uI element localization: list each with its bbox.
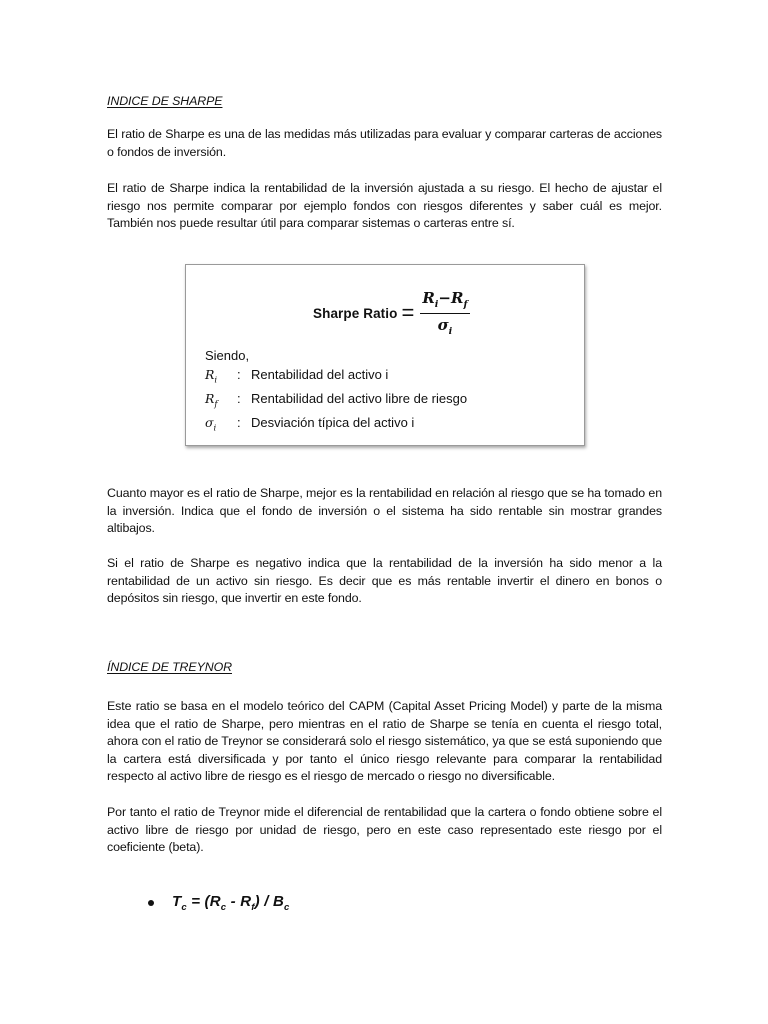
formula-minus: - <box>226 893 241 910</box>
fraction-numerator <box>420 289 469 313</box>
formula-b-sub: c <box>284 902 290 913</box>
definition-row <box>205 390 467 414</box>
definition-colon: : <box>237 390 241 406</box>
definition-text: Desviación típica del activo i <box>251 414 415 430</box>
symbol-letter: σ <box>205 414 214 430</box>
symbol-sub: i <box>213 423 217 433</box>
definition-symbol <box>205 414 237 438</box>
numerator-sub-f: f <box>463 298 468 310</box>
formula-rf: R <box>240 893 252 910</box>
sharpe-fraction <box>420 289 469 338</box>
definition-row <box>205 414 467 438</box>
formula-t: T <box>172 893 182 910</box>
denominator-sub-i: i <box>448 326 453 338</box>
sharpe-paragraph-4: Si el ratio de Sharpe es negativo indica que la rentabilidad de la inversión ha sido menor a la rentabilidad de un activo sin riesgo. Es decir que es más rentable invertir el dinero en bonos o depósitos sin riesgo, que invertir en este fondo. <box>107 556 662 605</box>
treynor-formula <box>172 893 289 913</box>
sharpe-paragraph-3: Cuanto mayor es el ratio de Sharpe, mejor es la rentabilidad en relación al riesgo que se ha tomado en la inversión. Indica que el fondo de inversión o el sistema ha sido rentable sin mostrar grandes altibajos. <box>107 486 662 535</box>
definition-symbol <box>205 366 237 390</box>
formula-rc: R <box>209 893 221 910</box>
formula-rf-sub: f <box>251 902 255 913</box>
symbol-letter: R <box>205 390 215 406</box>
sharpe-formula-figure <box>185 264 585 446</box>
symbol-letter: R <box>205 366 215 382</box>
formula-equals-open: = ( <box>186 893 210 910</box>
treynor-paragraph-2: Por tanto el ratio de Treynor mide el diferencial de rentabilidad que la cartera o fondo obtiene sobre el activo libre de riesgo por unidad de riesgo, pero en este caso representado este riesgo por el coeficiente (beta). <box>107 805 662 854</box>
formula-close-div: ) / <box>254 893 273 910</box>
symbol-sub: f <box>214 399 218 409</box>
formula-b: B <box>272 893 284 910</box>
formula-definitions <box>205 347 467 438</box>
definition-colon: : <box>237 414 241 430</box>
definition-symbol <box>205 390 237 414</box>
sharpe-heading: INDICE DE SHARPE <box>107 94 223 108</box>
numerator-sub-i: i <box>434 298 439 310</box>
numerator-minus: − <box>438 288 451 307</box>
symbol-sub: i <box>214 375 218 385</box>
sharpe-formula <box>313 287 470 339</box>
formula-rc-sub: c <box>220 902 227 913</box>
sharpe-ratio-label: Sharpe Ratio <box>313 305 398 321</box>
treynor-formula-bullet <box>148 893 289 913</box>
numerator-r: R <box>422 288 435 307</box>
definition-text: Rentabilidad del activo libre de riesgo <box>251 390 468 406</box>
treynor-paragraph-1: Este ratio se basa en el modelo teórico del CAPM (Capital Asset Pricing Model) y parte de la misma idea que el ratio de Sharpe, pero mientras en el ratio de Sharpe se tenía en cuenta el riesgo total, ahora con el ratio de Treynor se considerará solo el riesgo sistemático, ya que se está suponiendo que la cartera está diversificada y por tanto el único riesgo relevante para comparar la rentabilidad respecto al activo libre de riesgo es el riesgo de mercado o riesgo no diversificable. <box>107 699 662 783</box>
definition-colon: : <box>237 366 241 382</box>
definition-text: Rentabilidad del activo i <box>251 366 389 382</box>
fraction-denominator <box>438 314 453 337</box>
definition-row <box>205 366 467 390</box>
treynor-heading: ÍNDICE DE TREYNOR <box>107 660 232 674</box>
denominator-sigma: σ <box>437 316 449 335</box>
siendo-label: Siendo, <box>205 348 250 363</box>
bullet-dot-icon <box>148 900 154 906</box>
sharpe-paragraph-2: El ratio de Sharpe indica la rentabilidad de la inversión ajustada a su riesgo. El hecho de ajustar el riesgo nos permite comparar por ejemplo fondos con riesgos diferentes y saber cuál es mejor. También nos puede resultar útil para comparar sistemas o carteras entre sí. <box>107 181 662 230</box>
formula-t-sub: c <box>181 902 187 913</box>
sharpe-paragraph-1: El ratio de Sharpe es una de las medidas más utilizadas para evaluar y comparar carteras de acciones o fondos de inversión. <box>107 127 662 159</box>
numerator-rf: R <box>450 288 464 307</box>
equals-sign: = <box>401 300 415 325</box>
